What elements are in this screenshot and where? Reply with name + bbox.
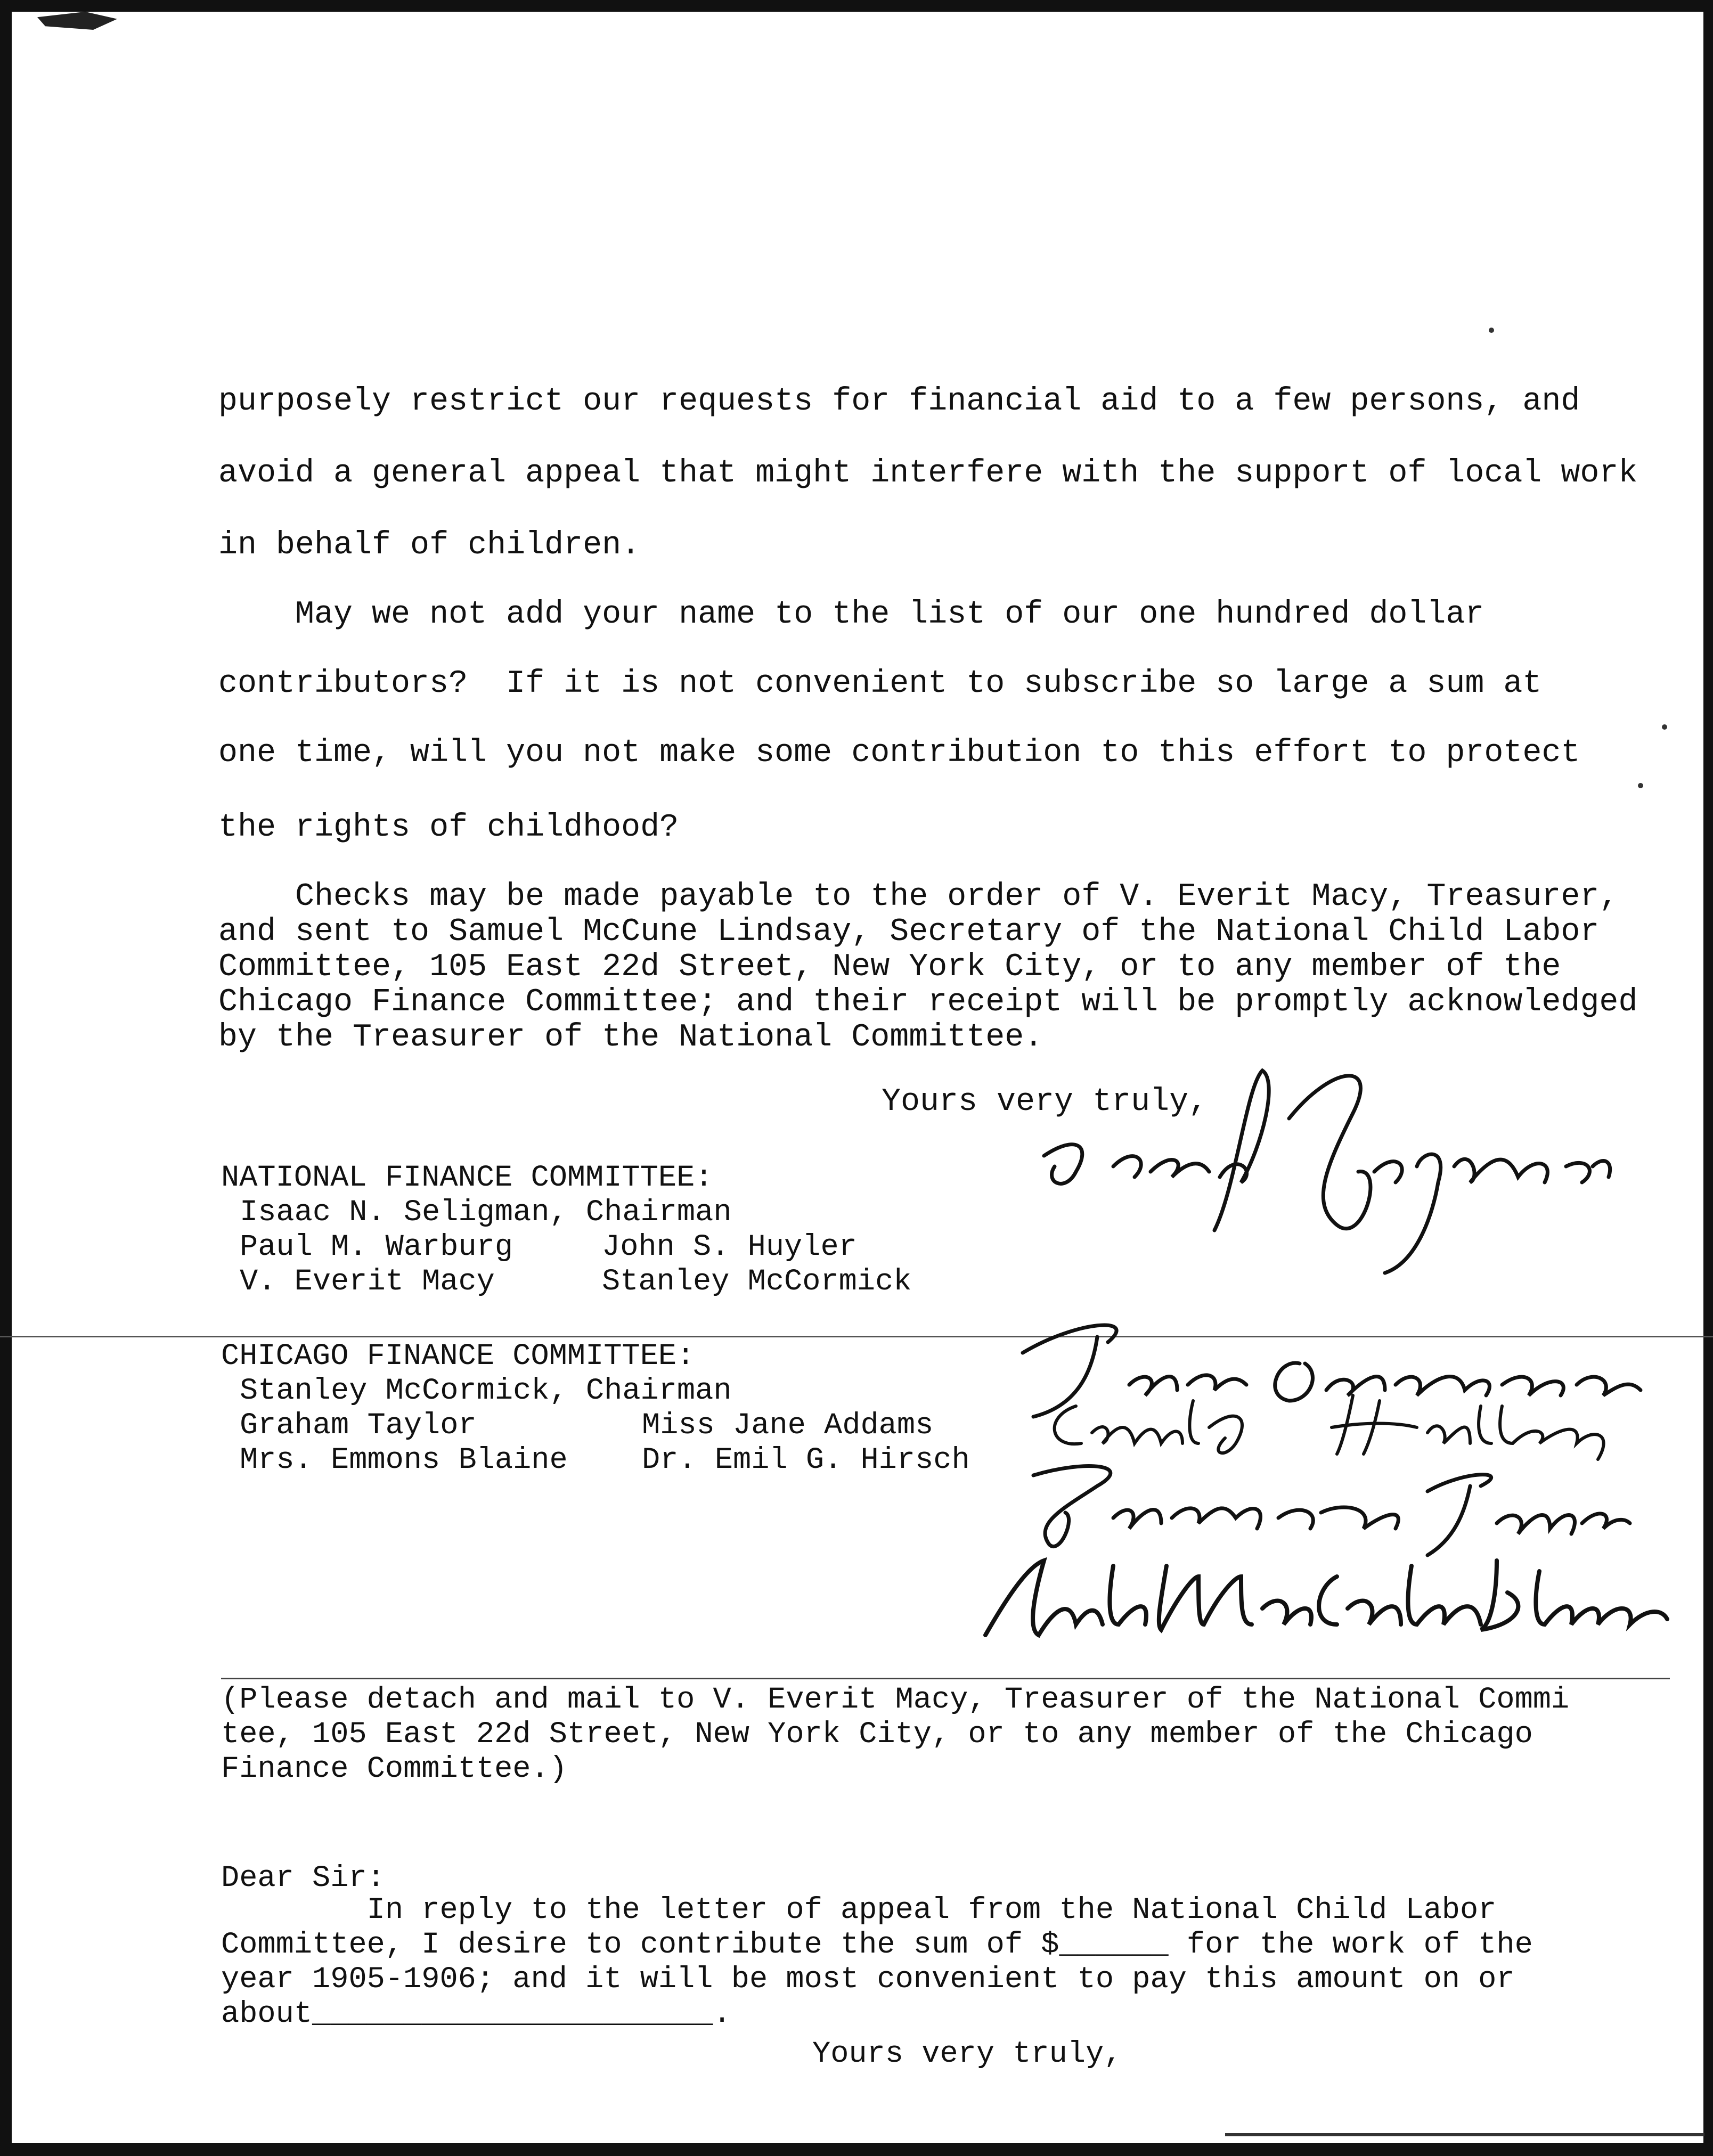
- signature-seligman: [1012, 1039, 1625, 1284]
- form-line: about______________________.: [221, 1997, 731, 2031]
- checks-line: by the Treasurer of the National Committee.: [218, 1019, 1043, 1056]
- form-salutation: Dear Sir:: [221, 1861, 385, 1896]
- checks-line: Checks may be made payable to the order of V. Everit Macy, Treasurer,: [218, 879, 1619, 915]
- scan-bottom-mark: [1225, 2133, 1704, 2136]
- checks-line: Chicago Finance Committee; and their receipt will be promptly acknowledged: [218, 984, 1638, 1020]
- body-line: purposely restrict our requests for financial aid to a few persons, and: [218, 383, 1580, 420]
- signature-hirsch: [1033, 1385, 1646, 1465]
- committee-member: Mrs. Emmons Blaine: [240, 1443, 568, 1477]
- committee-member: Paul M. Warburg: [240, 1230, 513, 1264]
- scan-speck: [1489, 328, 1494, 333]
- scan-speck: [1662, 724, 1667, 730]
- body-line: one time, will you not make some contribution to this effort to protect: [218, 735, 1580, 771]
- detach-line-text: tee, 105 East 22d Street, New York City, or to any member of the Chicago: [221, 1718, 1533, 1752]
- committee-member: Stanley McCormick, Chairman: [240, 1374, 732, 1408]
- form-line: In reply to the letter of appeal from the National Child Labor: [221, 1893, 1497, 1928]
- detach-line-text: Finance Committee.): [221, 1752, 567, 1786]
- scan-corner-mark: [37, 12, 117, 30]
- committee-member: Miss Jane Addams: [642, 1409, 934, 1443]
- body-line: contributors? If it is not convenient to subscribe so large a sum at: [218, 666, 1542, 702]
- signature-blaine: [964, 1545, 1678, 1651]
- scan-border-bottom: [0, 2143, 1713, 2156]
- checks-line: Committee, 105 East 22d Street, New York City, or to any member of the: [218, 949, 1561, 985]
- chicago-committee-heading: CHICAGO FINANCE COMMITTEE:: [221, 1340, 695, 1374]
- detach-line: [221, 1678, 1670, 1679]
- scan-border-left: [0, 0, 12, 2156]
- national-committee-heading: NATIONAL FINANCE COMMITTEE:: [221, 1161, 713, 1195]
- committee-member: Stanley McCormick: [602, 1265, 912, 1299]
- checks-line: and sent to Samuel McCune Lindsay, Secretary of the National Child Labor: [218, 914, 1600, 950]
- body-line: the rights of childhood?: [218, 810, 679, 846]
- detach-line-text: (Please detach and mail to V. Everit Macy, Treasurer of the National Commi: [221, 1683, 1570, 1717]
- committee-member: Isaac N. Seligman, Chairman: [240, 1196, 732, 1230]
- body-line: May we not add your name to the list of our one hundred dollar: [218, 597, 1484, 633]
- committee-member: John S. Huyler: [602, 1230, 857, 1264]
- committee-member: Graham Taylor: [240, 1409, 477, 1443]
- body-line: in behalf of children.: [218, 527, 641, 564]
- form-closing: Yours very truly,: [812, 2037, 1122, 2071]
- closing-text: Yours very truly,: [882, 1084, 1208, 1120]
- committee-member: Dr. Emil G. Hirsch: [642, 1443, 970, 1477]
- scan-border-top: [0, 0, 1713, 12]
- form-line: Committee, I desire to contribute the sum of $______ for the work of the: [221, 1928, 1533, 1962]
- form-line: year 1905-1906; and it will be most convenient to pay this amount on or: [221, 1963, 1515, 1997]
- committee-member: V. Everit Macy: [240, 1265, 495, 1299]
- scan-border-right: [1703, 0, 1713, 2156]
- body-line: avoid a general appeal that might interfere with the support of local work: [218, 455, 1638, 492]
- scan-speck: [1638, 783, 1643, 788]
